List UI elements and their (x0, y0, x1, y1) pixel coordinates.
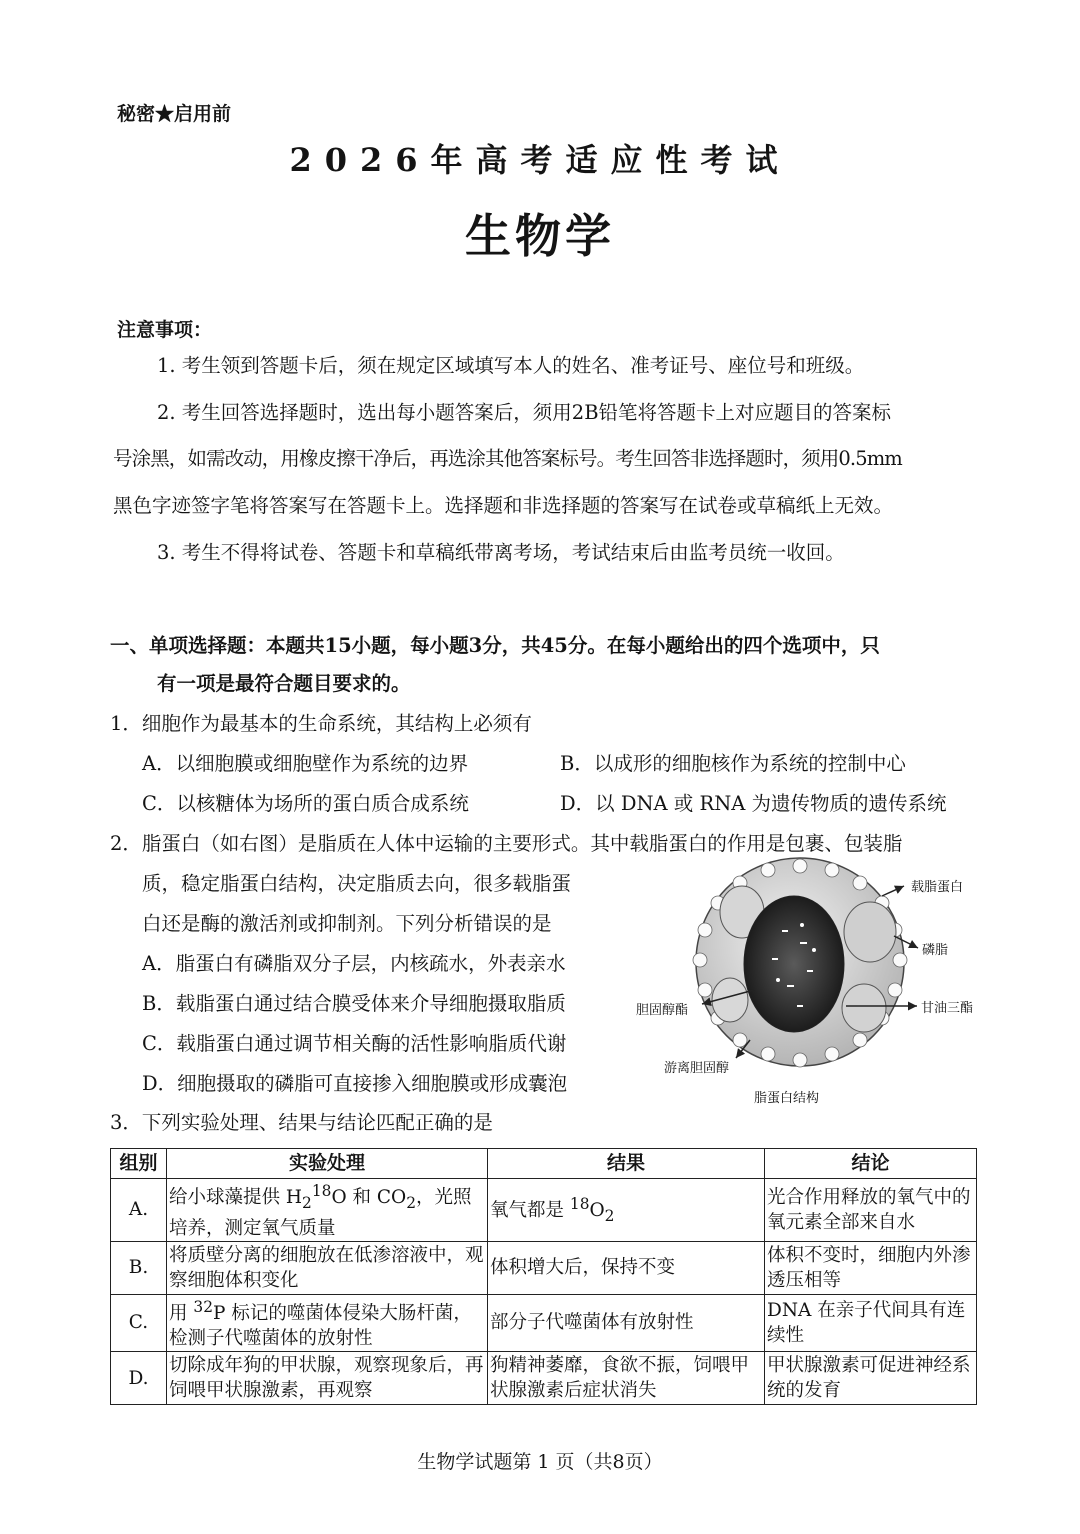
subject-title: 生物学 (465, 209, 615, 263)
q2-option-b: B．载脂蛋白通过结合膜受体来介导细胞摄取脂质 (142, 992, 566, 1015)
header-treatment: 实验处理 (167, 1149, 488, 1179)
treatment-cell: 将质壁分离的细胞放在低渗溶液中，观察细胞体积变化 (167, 1241, 488, 1294)
group-cell: B. (111, 1241, 167, 1294)
confidential-label: 秘密★启用前 (117, 103, 232, 125)
conclusion-cell: 甲状腺激素可促进神经系统的发育 (765, 1352, 977, 1405)
lipid-core (744, 896, 844, 1032)
q2-stem-line-2: 质，稳定脂蛋白结构，决定脂质去向，很多载脂蛋 (142, 872, 572, 895)
q1-option-c: C．以核糖体为场所的蛋白质合成系统 (142, 792, 469, 815)
label-free-cholesterol: 游离胆固醇 (664, 1061, 730, 1076)
notice-item-2-line-3: 黑色字迹签字笔将答案写在答题卡上。选择题和非选择题的答案写在试卷或草稿纸上无效。 (113, 494, 894, 517)
table-header-row (111, 1149, 977, 1179)
label-cholesteryl-ester: 胆固醇酯 (636, 1003, 689, 1018)
notice-item-1: 1. 考生领到答题卡后，须在规定区域填写本人的姓名、准考证号、座位号和班级。 (157, 354, 865, 377)
treatment-cell: 用 $^{32}$P 标记的噬菌体侵染大肠杆菌，检测子代噬菌体的放射性 (167, 1294, 488, 1351)
label-apoprotein: 载脂蛋白 (911, 880, 964, 895)
result-cell: 部分子代噬菌体有放射性 (488, 1294, 765, 1351)
q2-stem-line-3: 白还是酶的激活剂或抑制剂。下列分析错误的是 (142, 912, 552, 935)
header-result: 结果 (488, 1149, 765, 1179)
label-triglyceride: 甘油三酯 (921, 1001, 974, 1016)
section-1-heading: 一、单项选择题：本题共15小题，每小题3分，共45分。在每小题给出的四个选项中，只 (110, 634, 880, 657)
conclusion-cell: 光合作用释放的氧气中的氧元素全部来自水 (765, 1179, 977, 1242)
result-cell: 体积增大后，保持不变 (488, 1241, 765, 1294)
table-row (111, 1241, 977, 1294)
experiment-table (110, 1148, 977, 1405)
result-cell: 狗精神萎靡，食欲不振，饲喂甲状腺激素后症状消失 (488, 1352, 765, 1405)
exam-title: 2026年高考适应性考试 (289, 141, 791, 179)
table-row (111, 1179, 977, 1242)
apoprotein-blob (844, 902, 896, 962)
result-cell: 氧气都是 $^{18}O_2$ (488, 1179, 765, 1242)
treatment-cell: 切除成年狗的甲状腺，观察现象后，再饲喂甲状腺激素，再观察 (167, 1352, 488, 1405)
table-row (111, 1294, 977, 1351)
q2-stem-line-1: 2．脂蛋白（如右图）是脂质在人体中运输的主要形式。其中载脂蛋白的作用是包裹、包装脂 (110, 832, 903, 855)
figure-caption: 脂蛋白结构 (754, 1091, 820, 1106)
conclusion-cell: DNA 在亲子代间具有连续性 (765, 1294, 977, 1351)
treatment-cell: 给小球藻提供 $H_2^{18}O$ 和 $CO_2$，光照培养，测定氧气质量 (167, 1179, 488, 1242)
q3-stem: 3．下列实验处理、结果与结论匹配正确的是 (110, 1111, 493, 1134)
q2-option-d: D．细胞摄取的磷脂可直接掺入细胞膜或形成囊泡 (142, 1072, 568, 1095)
notice-item-2-line-2: 号涂黑，如需改动，用橡皮擦干净后，再选涂其他答案标号。考生回答非选择题时，须用0.5mm (113, 447, 902, 470)
notice-heading: 注意事项： (117, 319, 213, 341)
page-footer: 生物学试题第 1 页（共8页） (417, 1451, 663, 1473)
group-cell: A. (111, 1179, 167, 1242)
conclusion-cell: 体积不变时，细胞内外渗透压相等 (765, 1241, 977, 1294)
header-conclusion: 结论 (765, 1149, 977, 1179)
q1-stem: 1．细胞作为最基本的生命系统，其结构上必须有 (110, 712, 532, 735)
table-row (111, 1352, 977, 1405)
notice-item-3: 3. 考生不得将试卷、答题卡和草稿纸带离考场，考试结束后由监考员统一收回。 (157, 541, 845, 564)
q1-option-a: A．以细胞膜或细胞壁作为系统的边界 (142, 752, 469, 775)
notice-item-2-line-1: 2. 考生回答选择题时，选出每小题答案后，须用2B铅笔将答题卡上对应题目的答案标 (157, 401, 892, 424)
q1-option-d: D．以 DNA 或 RNA 为遗传物质的遗传系统 (560, 792, 947, 815)
lipoprotein-diagram (632, 840, 982, 1115)
group-cell: C. (111, 1294, 167, 1351)
group-cell: D. (111, 1352, 167, 1405)
q1-option-b: B．以成形的细胞核作为系统的控制中心 (560, 752, 906, 775)
label-phospholipid: 磷脂 (922, 943, 949, 958)
section-1-heading-cont: 有一项是最符合题目要求的。 (157, 672, 411, 695)
header-group: 组别 (111, 1149, 167, 1179)
q2-option-a: A．脂蛋白有磷脂双分子层，内核疏水，外表亲水 (142, 952, 566, 975)
q2-option-c: C．载脂蛋白通过调节相关酶的活性影响脂质代谢 (142, 1032, 567, 1055)
